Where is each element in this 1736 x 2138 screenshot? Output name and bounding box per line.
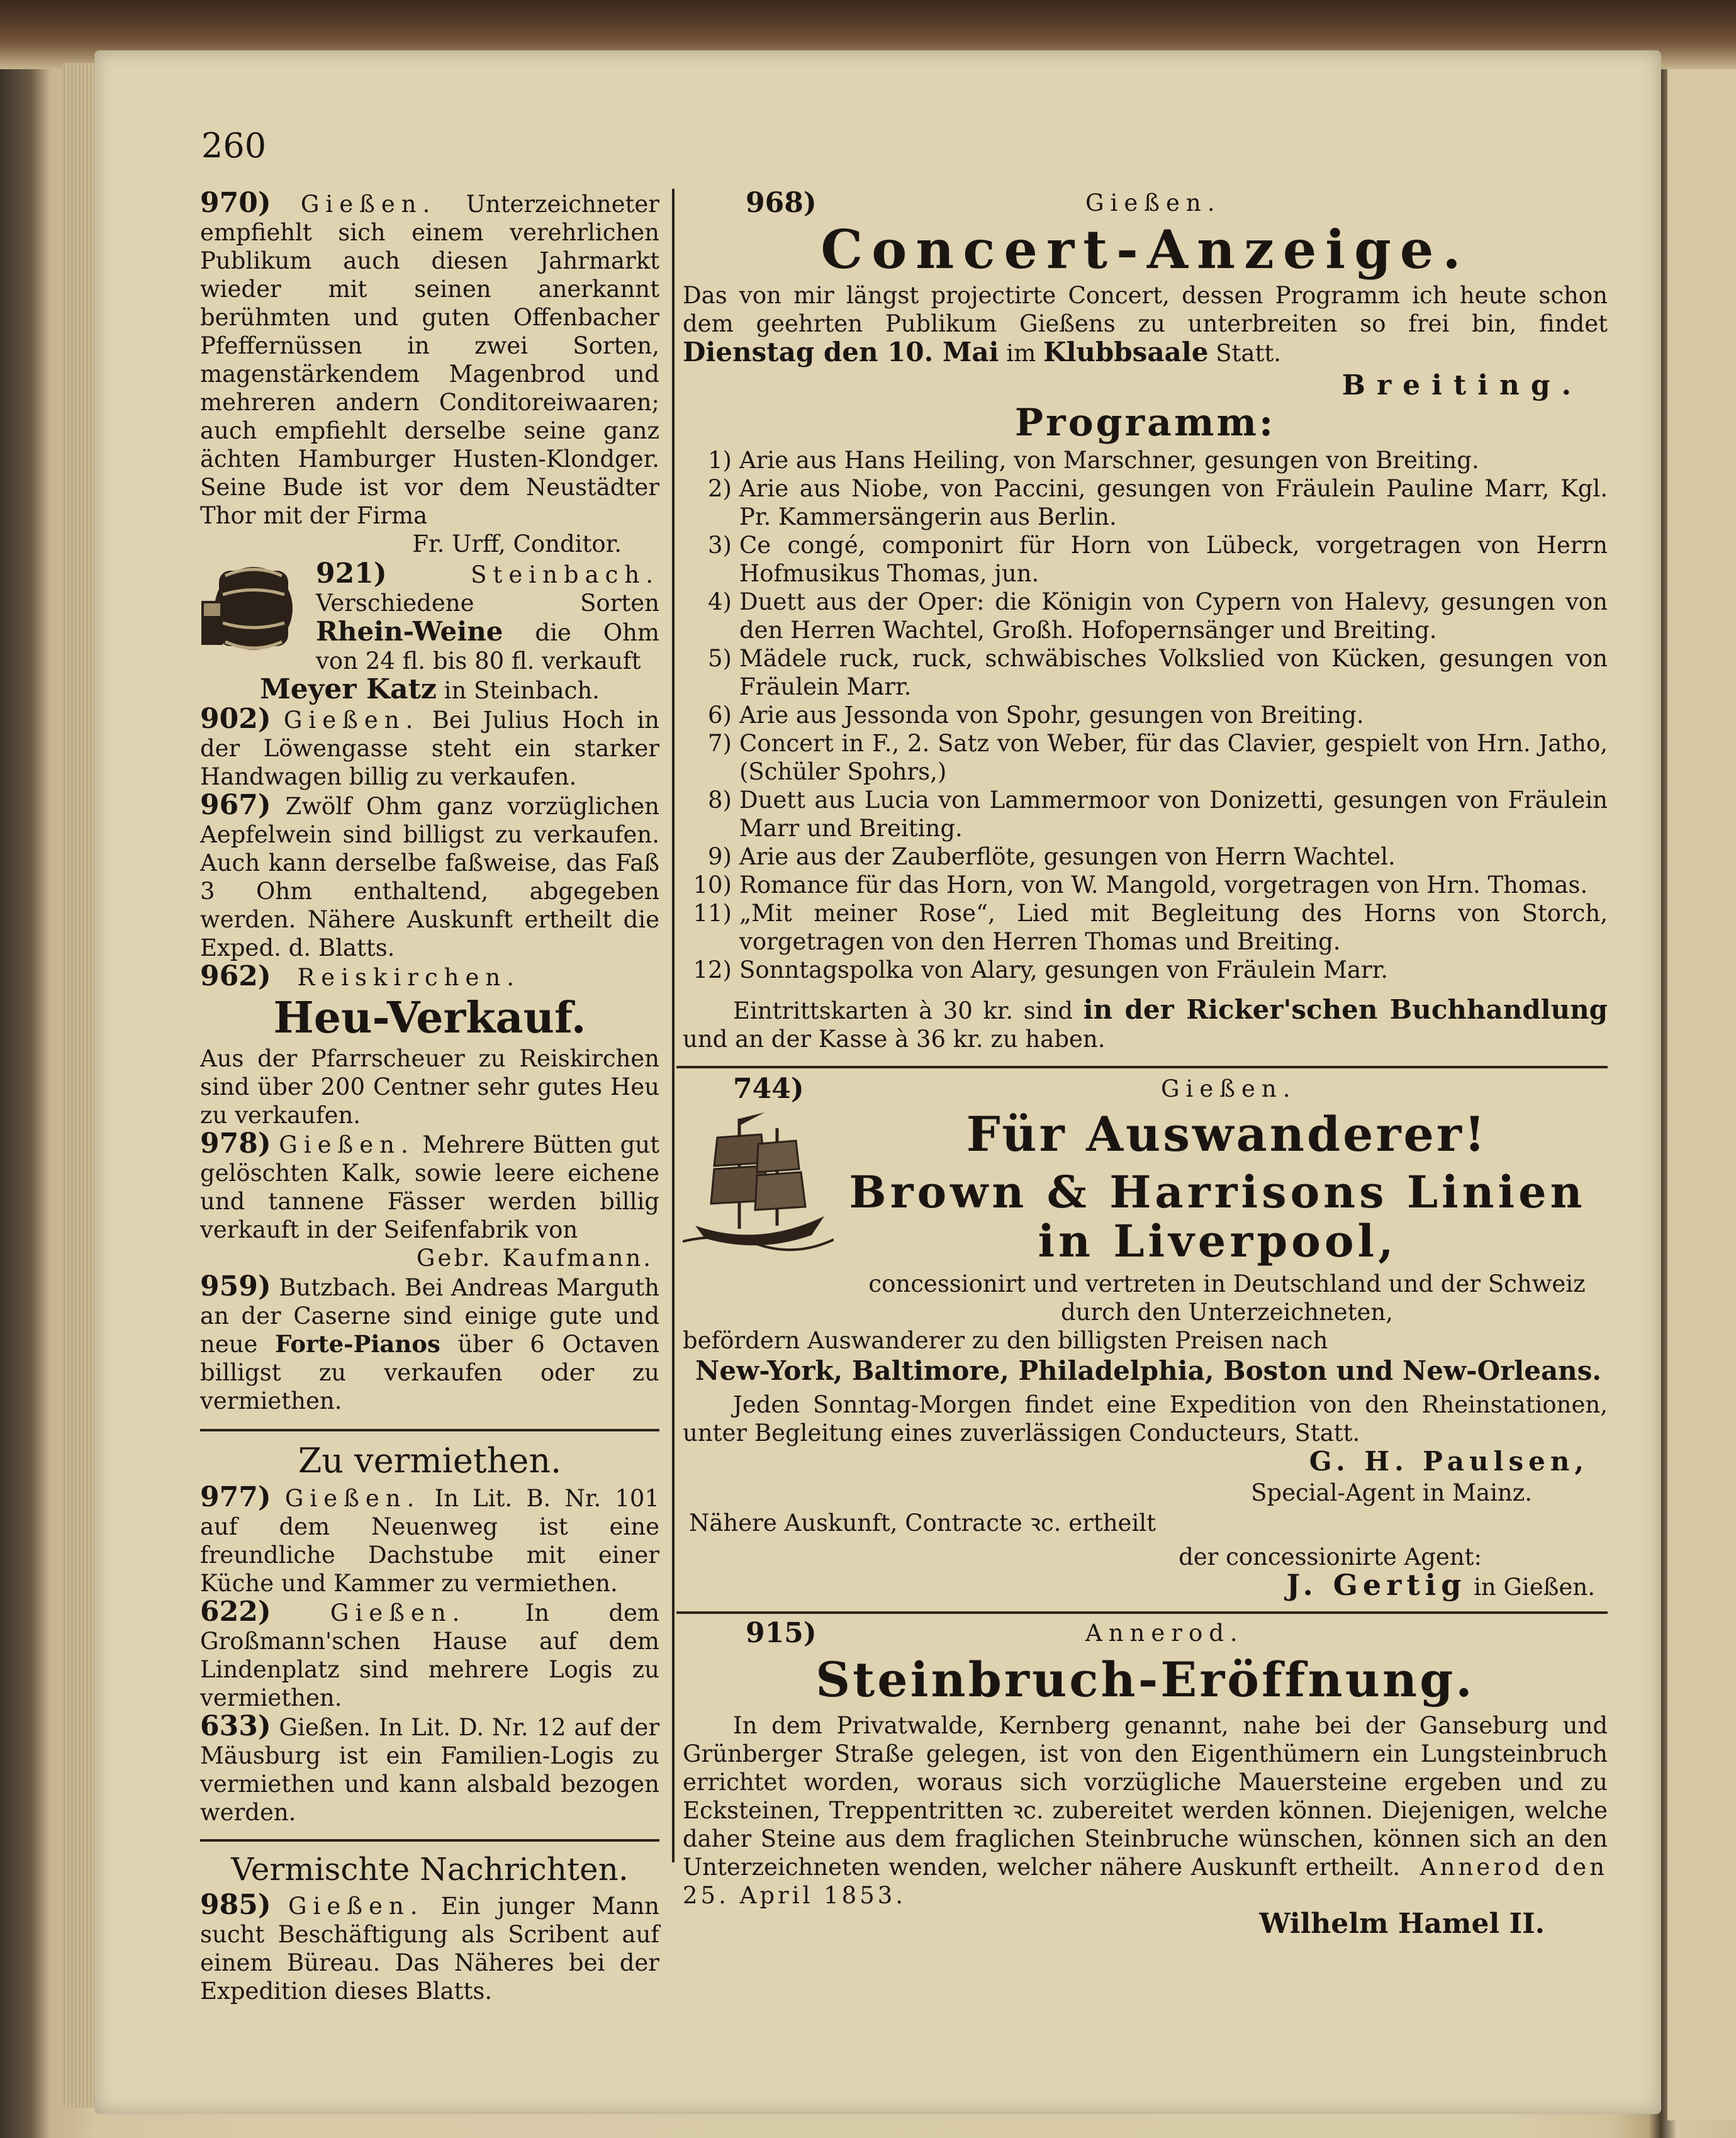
program-item — [683, 899, 1608, 956]
ad-962-headline: Heu-Verkauf. — [273, 993, 586, 1043]
quarry-text: In dem Privatwalde, Kernberg genannt, nahe bei der Ganseburg und Grünberger Straße gelegen, ist von den Eigenthümern ein Lungsteinbruch errichtet worden, woraus sich vorzügliche Mauersteine ergeben und zu Ecksteinen, Treppentritten ꝛc. zubereitet werden können. Diejenigen, welche daher Steine aus dem fraglichen Steinbruche wünschen, können sich an den Unterzeichneten wenden, welcher nähere Auskunft ertheilt. Annerod den 25. April 1853. — [683, 1712, 1608, 1909]
section-misc-title: Vermischte Nachrichten. — [231, 1851, 629, 1888]
concert-tickets: Eintrittskarten à 30 kr. sind in der Ricker'schen Buchhandlung und an der Kasse à 36 kr. zu haben. — [683, 994, 1608, 1053]
ad-985: 985) Gießen. Ein junger Mann sucht Beschäftigung als Scribent auf einem Büreau. Das Näheres bei der Expedition dieses Blatts. — [200, 1889, 660, 2005]
sailing-ship-icon — [683, 1106, 834, 1257]
program-item-number: 7) — [708, 730, 732, 757]
section-rule — [676, 1066, 1608, 1068]
shipping-line-name: Brown & Harrisons Linien — [849, 1166, 1586, 1218]
program-item-number: 3) — [708, 532, 732, 559]
program-item-number: 11) — [693, 900, 732, 927]
program-item-text: Duett aus Lucia von Lammermoor von Donizetti, gesungen von Fräulein Marr und Breiting. — [739, 786, 1608, 842]
ad-970: 970) Gießen. Unterzeichneter empfiehlt sich einem verehrlichen Publikum auch diesen Jahrmarkt wieder mit seinen anerkannt berühmten und guten Offenbacher Pfeffernüssen in zwei Sorten, magenstärkendem Magenbrod und mehreren andern Conditoreiwaaren; auch empfiehlt derselbe seine ganz ächten Hamburger Husten-Klondger. Seine Bude ist vor dem Neustädter Thor mit der Firma — [200, 187, 659, 529]
ad-978-signature: Gebr. Kaufmann. — [416, 1245, 653, 1272]
program-item — [683, 871, 1608, 899]
program-item-text: Arie aus Niobe, von Paccini, gesungen von Fräulein Pauline Marr, Kgl. Pr. Kammersängerin aus Berlin. — [739, 475, 1608, 530]
emigrant-sunday: Jeden Sonntag-Morgen findet eine Expedition von den Rheinstationen, unter Begleitung eines zuverlässigen Conducteurs, Statt. — [683, 1391, 1608, 1447]
facing-page-edge — [1667, 69, 1736, 2120]
concert-signature: Breiting. — [1341, 369, 1582, 401]
ad-962-text: Aus der Pfarrscheuer zu Reiskirchen sind über 200 Centner sehr gutes Heu zu verkaufen. — [200, 1045, 659, 1129]
program-item-text: Arie aus der Zauberflöte, gesungen von Herrn Wachtel. — [739, 843, 1396, 870]
ad-915-header: 915) Annerod. — [746, 1617, 1244, 1649]
agent-gertig: J. Gertig in Gießen. — [1286, 1568, 1595, 1602]
program-item — [683, 531, 1608, 588]
left-column — [200, 189, 659, 2005]
emigrant-headline: Für Auswanderer! — [966, 1106, 1488, 1162]
section-rule — [200, 1839, 659, 1842]
shipping-line-city: in Liverpool, — [1038, 1215, 1397, 1267]
agent-label: der concessionirte Agent: — [1179, 1543, 1482, 1570]
emigrant-destinations: New-York, Baltimore, Philadelphia, Boston und New-Orleans. — [695, 1355, 1601, 1386]
program-item — [683, 842, 1608, 871]
quarry-headline: Steinbruch-Eröffnung. — [815, 1652, 1475, 1708]
section-rule — [676, 1611, 1608, 1614]
ad-967: 967) Zwölf Ohm ganz vorzüglichen Aepfelwein sind billigst zu verkaufen. Auch kann derselbe faßweise, das Faß 3 Ohm enthaltend, abgegeben werden. Nähere Auskunft ertheilt die Exped. d. Blatts. — [200, 789, 659, 961]
program-list — [683, 446, 1608, 984]
program-item-text: „Mit meiner Rose“, Lied mit Begleitung des Horns von Storch, vorgetragen von den Herren Thomas und Breiting. — [739, 900, 1608, 955]
ad-902: 902) Gießen. Bei Julius Hoch in der Löwengasse steht ein starker Handwagen billig zu verkaufen. — [200, 703, 659, 790]
page-number: 260 — [201, 126, 267, 165]
emigrant-befoerdern: befördern Auswanderer zu den billigsten Preisen nach — [683, 1327, 1328, 1354]
program-item-number: 12) — [693, 956, 732, 983]
program-item-number: 2) — [708, 475, 732, 502]
program-item-text: Concert in F., 2. Satz von Weber, für das Clavier, gespielt von Hrn. Jatho, (Schüler Spohrs,) — [739, 730, 1608, 785]
program-item-number: 10) — [693, 871, 732, 898]
program-item-number: 5) — [708, 645, 732, 672]
quarry-signature: Wilhelm Hamel II. — [1259, 1908, 1545, 1940]
column-divider — [672, 189, 675, 1862]
wine-barrel-icon — [200, 563, 307, 654]
program-item-text: Arie aus Jessonda von Spohr, gesungen von Breiting. — [739, 702, 1364, 729]
program-item — [683, 786, 1608, 842]
program-title: Programm: — [1014, 401, 1276, 445]
ad-962: 962) Reiskirchen. — [200, 960, 520, 992]
program-item — [683, 701, 1608, 729]
program-item — [683, 729, 1608, 786]
program-item-number: 4) — [708, 588, 732, 615]
program-item — [683, 956, 1608, 984]
concert-intro: Das von mir längst projectirte Concert, dessen Programm ich heute schon dem geehrten Publikum Gießens zu unterbreiten so frei bin, findet Dienstag den 10. Mai im Klubbsaale Statt. — [683, 282, 1608, 367]
program-item-number: 9) — [708, 843, 732, 870]
program-item-text: Sonntagspolka von Alary, gesungen von Fräulein Marr. — [739, 956, 1389, 983]
program-item-text: Mädele ruck, ruck, schwäbisches Volkslied von Kücken, gesungen von Fräulein Marr. — [739, 645, 1608, 700]
program-item-text: Romance für das Horn, von W. Mangold, vorgetragen von Hrn. Thomas. — [739, 871, 1588, 898]
agent-paulsen: G. H. Paulsen, — [1309, 1446, 1589, 1477]
ad-978: 978) Gießen. Mehrere Bütten gut gelöschten Kalk, sowie leere eichene und tannene Fässer werden billig verkauft in der Seifenfabrik von — [200, 1128, 659, 1243]
emigrant-info: Nähere Auskunft, Contracte ꝛc. ertheilt — [689, 1509, 1156, 1536]
program-item — [683, 446, 1608, 474]
ad-968-header: 968) Gießen. — [746, 187, 1221, 219]
program-item-number: 6) — [708, 702, 732, 729]
agent-paulsen-role: Special-Agent in Mainz. — [1251, 1479, 1532, 1506]
emigrant-concession: concessionirt und vertreten in Deutschland und der Schweiz durch den Unterzeichneten, — [868, 1270, 1586, 1326]
program-item-number: 8) — [708, 786, 732, 814]
program-item-text: Ce congé, componirt für Horn von Lübeck, vorgetragen von Herrn Hofmusikus Thomas, jun. — [739, 532, 1608, 587]
program-item-number: 1) — [708, 447, 732, 474]
ad-959: 959) Butzbach. Bei Andreas Marguth an der Caserne sind einige gute und neue Forte-Pianos über 6 Octaven billigst zu verkaufen oder zu vermiethen. — [200, 1270, 659, 1414]
section-rule — [200, 1429, 659, 1431]
ad-633: 633) Gießen. In Lit. D. Nr. 12 auf der Mäusburg ist ein Familien-Logis zu vermiethen und kann alsbald bezogen werden. — [200, 1710, 660, 1826]
program-item — [683, 644, 1608, 701]
ad-744: 744) Gießen. Für Auswanderer! Brown & Harrisons Linien in Liverpool, concessionirt und vertreten in Deutschland und der Schweiz durch den Unterzeichneten, befördern Auswanderer zu den billigsten Preisen nach New-York, Baltimore, Philadelphia, Boston und New-Orleans. Jeden Sonntag-Morgen findet eine Expedition von den Rheinstationen, unter Begleitung eines zuverlässigen Conducteurs, Statt. G. H. Paulsen, Special-Agent in Mainz. Nähere Auskunft, Contracte ꝛc. ertheilt — [683, 1073, 1608, 1536]
ad-921: 921) Steinbach. Verschiedene Sorten Rhein-Weine die Ohm von 24 fl. bis 80 fl. verkauft Meyer Katz in Steinbach. — [200, 559, 659, 705]
section-rent-title: Zu vermiethen. — [298, 1441, 562, 1480]
ad-977: 977) Gießen. In Lit. B. Nr. 101 auf dem Neuenweg ist eine freundliche Dachstube mit einer Küche und Kammer zu vermiethen. — [200, 1481, 659, 1597]
program-item — [683, 588, 1608, 644]
ad-970-signature: Fr. Urff, Conditor. — [412, 530, 622, 557]
program-item-text: Arie aus Hans Heiling, von Marschner, gesungen von Breiting. — [739, 447, 1479, 474]
program-item — [683, 474, 1608, 531]
program-item-text: Duett aus der Oper: die Königin von Cypern von Halevy, gesungen von den Herren Wachtel, Großh. Hofopernsänger und Breiting. — [739, 588, 1608, 644]
ad-622: 622) Gießen. In dem Großmann'schen Hause auf dem Lindenplatz sind mehrere Logis zu vermiethen. — [200, 1596, 660, 1711]
right-column — [683, 189, 1608, 1938]
concert-headline: Concert-Anzeige. — [820, 218, 1470, 281]
